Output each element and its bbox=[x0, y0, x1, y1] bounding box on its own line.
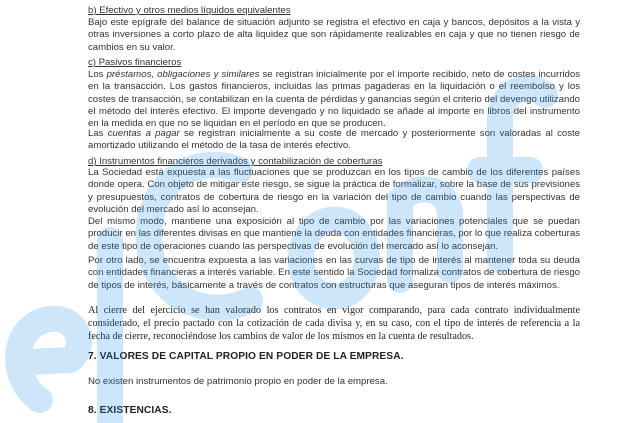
section-b-text: Bajo este epígrafe del balance de situación adjunto se registra el efectivo en caja y bancos, depósitos a la vista y otras inversiones a corto plazo de alta liquidez que son rápidamente realizables en caja y que no tienen riesgo de cambios en su valor. bbox=[88, 17, 580, 53]
section-d-paragraph-1: La Sociedad está expuesta a las fluctuaciones que se produzcan en los tipos de cambio de los diferentes países donde opera. Con objeto de mitigar este riesgo, se sigue la práctica de formalizar, sobre la base de sus previsiones y presupuestos, contratos de cobertura de riesgo en la variación del tipo de cambio cuando las perspectivas de evolución del mercado así lo aconsejan. bbox=[88, 167, 580, 215]
section-7-text: No existen instrumentos de patrimonio propio en poder de la empresa. bbox=[88, 376, 388, 387]
section-c-paragraph-1 bbox=[88, 69, 580, 130]
text-emphasis: préstamos, obligaciones y similares bbox=[106, 69, 260, 80]
section-d-paragraph-3: Por otro lado, se encuentra expuesta a las variaciones en las curvas de tipo de interés al mantener toda su deuda con entidades financieras a interés variable. En este sentido la Sociedad formaliza contratos de cobertura de riesgo de tipos de interés, básicamente a través de contratos con estructuras que aseguran tipos de interés máximos. bbox=[88, 255, 580, 291]
section-d-paragraph-2: Del mismo modo, mantiene una exposición al tipo de cambio por las variaciones potenciales que se puedan producir en las diferentes divisas en que mantiene la deuda con entidades financieras, por lo que realiza coberturas de este tipo de operaciones cuando las perspectivas de evolución del mercado así lo aconsejan. bbox=[88, 216, 580, 252]
heading-section-7: 7. VALORES DE CAPITAL PROPIO EN PODER DE LA EMPRESA. bbox=[88, 351, 404, 362]
section-d-title: d) Instrumentos financieros derivados y contabilización de coberturas bbox=[88, 156, 383, 167]
section-d-paragraph-4: Al cierre del ejercicio se han valorado los contratos en vigor comparando, para cada contrato individualmente considerado, el precio pactado con la cotización de cada divisa y, en su caso, con el tipo de interés de referencia a la fecha de cierre, reconociéndose los cambios de valor de los mismos en la cuenta de resultados. bbox=[88, 305, 580, 342]
text-run: se registran inicialmente por el importe recibido, neto de costes incurridos en la transacción. Los gastos financieros, incluidas las primas pagaderas en la liquidación o el reembolso y los costes de transacción, se contabilizan en la cuenta de pérdidas y ganancias según el criterio del devengo utilizando el método del interés efectivo. El importe devengado y no liquidado se añade al importe en libros del instrumento en la medida en que no se liquidan en el período en que se producen. bbox=[88, 69, 580, 130]
text-run: Las bbox=[88, 128, 108, 139]
section-c-title: c) Pasivos financieros bbox=[88, 57, 182, 68]
text-run: se registran inicialmente a su coste de mercado y posteriormente son valoradas al coste amortizado utilizando el método de la tasa de interés efectivo. bbox=[88, 128, 581, 152]
text-emphasis: cuentas a pagar bbox=[107, 128, 180, 139]
heading-section-8: 8. EXISTENCIAS. bbox=[88, 405, 172, 416]
section-c-paragraph-2 bbox=[88, 128, 580, 153]
section-b-title: b) Efectivo y otros medios líquidos equivalentes bbox=[88, 5, 291, 16]
text-run: Los bbox=[88, 69, 107, 80]
